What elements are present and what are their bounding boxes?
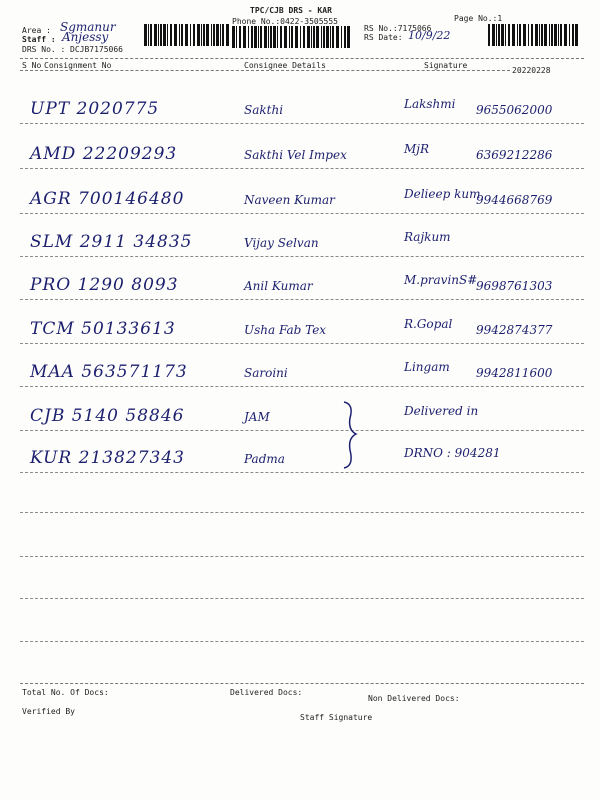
consignee-name: Sakthi: [244, 103, 284, 117]
row-divider: [20, 343, 584, 344]
area-label: Area :: [22, 26, 51, 35]
consignee-name: Anil Kumar: [244, 279, 313, 293]
barcode-2: [232, 26, 352, 48]
header-rule-bottom: [20, 70, 510, 71]
col-consignee: Consignee Details: [244, 61, 326, 70]
consignment-number: TCM 50133613: [30, 319, 176, 339]
blank-line: [20, 512, 584, 513]
footer-rule: [20, 683, 584, 684]
consignee-name: Naveen Kumar: [244, 193, 335, 207]
receiver-phone: 9698761303: [476, 279, 553, 293]
row-divider: [20, 430, 584, 431]
receiver-signature: Delivered in: [404, 404, 479, 418]
row-divider: [20, 299, 584, 300]
receiver-signature: Rajkum: [404, 230, 451, 244]
receiver-phone: 9655062000: [476, 103, 553, 117]
area-value: Sgmanur: [60, 20, 116, 34]
receiver-signature: DRNO : 904281: [404, 446, 501, 460]
barcode-1: [144, 24, 230, 46]
header-rule-top: [20, 58, 584, 59]
consignment-number: AMD 22209293: [30, 144, 178, 164]
doc-title: TPC/CJB DRS - KAR: [250, 6, 332, 15]
rs-date-label: RS Date:: [364, 33, 403, 42]
consignee-name: Padma: [244, 452, 285, 466]
non-delivered-docs-label: Non Delivered Docs:: [368, 694, 460, 703]
consignee-name: Sakthi Vel Impex: [244, 148, 347, 162]
row-divider: [20, 472, 584, 473]
row-divider: [20, 168, 584, 169]
row-divider: [20, 123, 584, 124]
verified-by-label: Verified By: [22, 707, 75, 716]
drs-value: DCJB7175066: [70, 45, 123, 54]
consignee-name: JAM: [244, 410, 270, 424]
consignment-number: CJB 5140 58846: [30, 406, 185, 426]
receiver-signature: MjR: [404, 142, 430, 156]
consignment-number: UPT 2020775: [30, 99, 160, 119]
barcode-3: [488, 24, 580, 46]
total-docs-label: Total No. Of Docs:: [22, 688, 109, 697]
consignee-name: Vijay Selvan: [244, 236, 319, 250]
date-tag: 20220228: [512, 66, 551, 75]
staff-signature-label: Staff Signature: [300, 713, 373, 722]
receiver-phone: 9944668769: [476, 193, 553, 207]
blank-line: [20, 598, 584, 599]
row-divider: [20, 256, 584, 257]
row-divider: [20, 213, 584, 214]
receiver-phone: 6369212286: [476, 148, 553, 162]
col-consignment: Consignment No: [44, 61, 112, 70]
phone-number: Phone No.:0422-3505555: [232, 17, 338, 26]
page-number: Page No.:1: [454, 14, 503, 23]
consignment-number: AGR 700146480: [30, 189, 185, 209]
staff-value: Anjessy: [62, 30, 109, 44]
consignee-name: Saroini: [244, 366, 288, 380]
receiver-phone: 9942811600: [476, 366, 553, 380]
receiver-signature: R.Gopal: [404, 317, 453, 331]
drs-label: DRS No. :: [22, 45, 66, 54]
col-sno: S No: [22, 61, 42, 70]
receiver-phone: 9942874377: [476, 323, 553, 337]
receiver-signature: Delieep kum: [404, 187, 481, 201]
brace-mark: [340, 400, 360, 470]
rs-date-value: 10/9/22: [408, 29, 451, 42]
delivered-docs-label: Delivered Docs:: [230, 688, 303, 697]
col-signature: Signature: [424, 61, 468, 70]
receiver-signature: Lingam: [404, 360, 450, 374]
consignment-number: KUR 213827343: [30, 448, 185, 468]
consignment-number: MAA 563571173: [30, 362, 188, 382]
blank-line: [20, 556, 584, 557]
staff-label: Staff :: [22, 35, 56, 44]
consignment-number: PRO 1290 8093: [30, 275, 179, 295]
receiver-signature: Lakshmi: [404, 97, 456, 111]
rs-number: RS No.:7175066: [364, 24, 432, 33]
blank-line: [20, 641, 584, 642]
receiver-signature: M.pravinS#: [404, 273, 478, 287]
consignee-name: Usha Fab Tex: [244, 323, 327, 337]
row-divider: [20, 386, 584, 387]
consignment-number: SLM 2911 34835: [30, 232, 193, 252]
